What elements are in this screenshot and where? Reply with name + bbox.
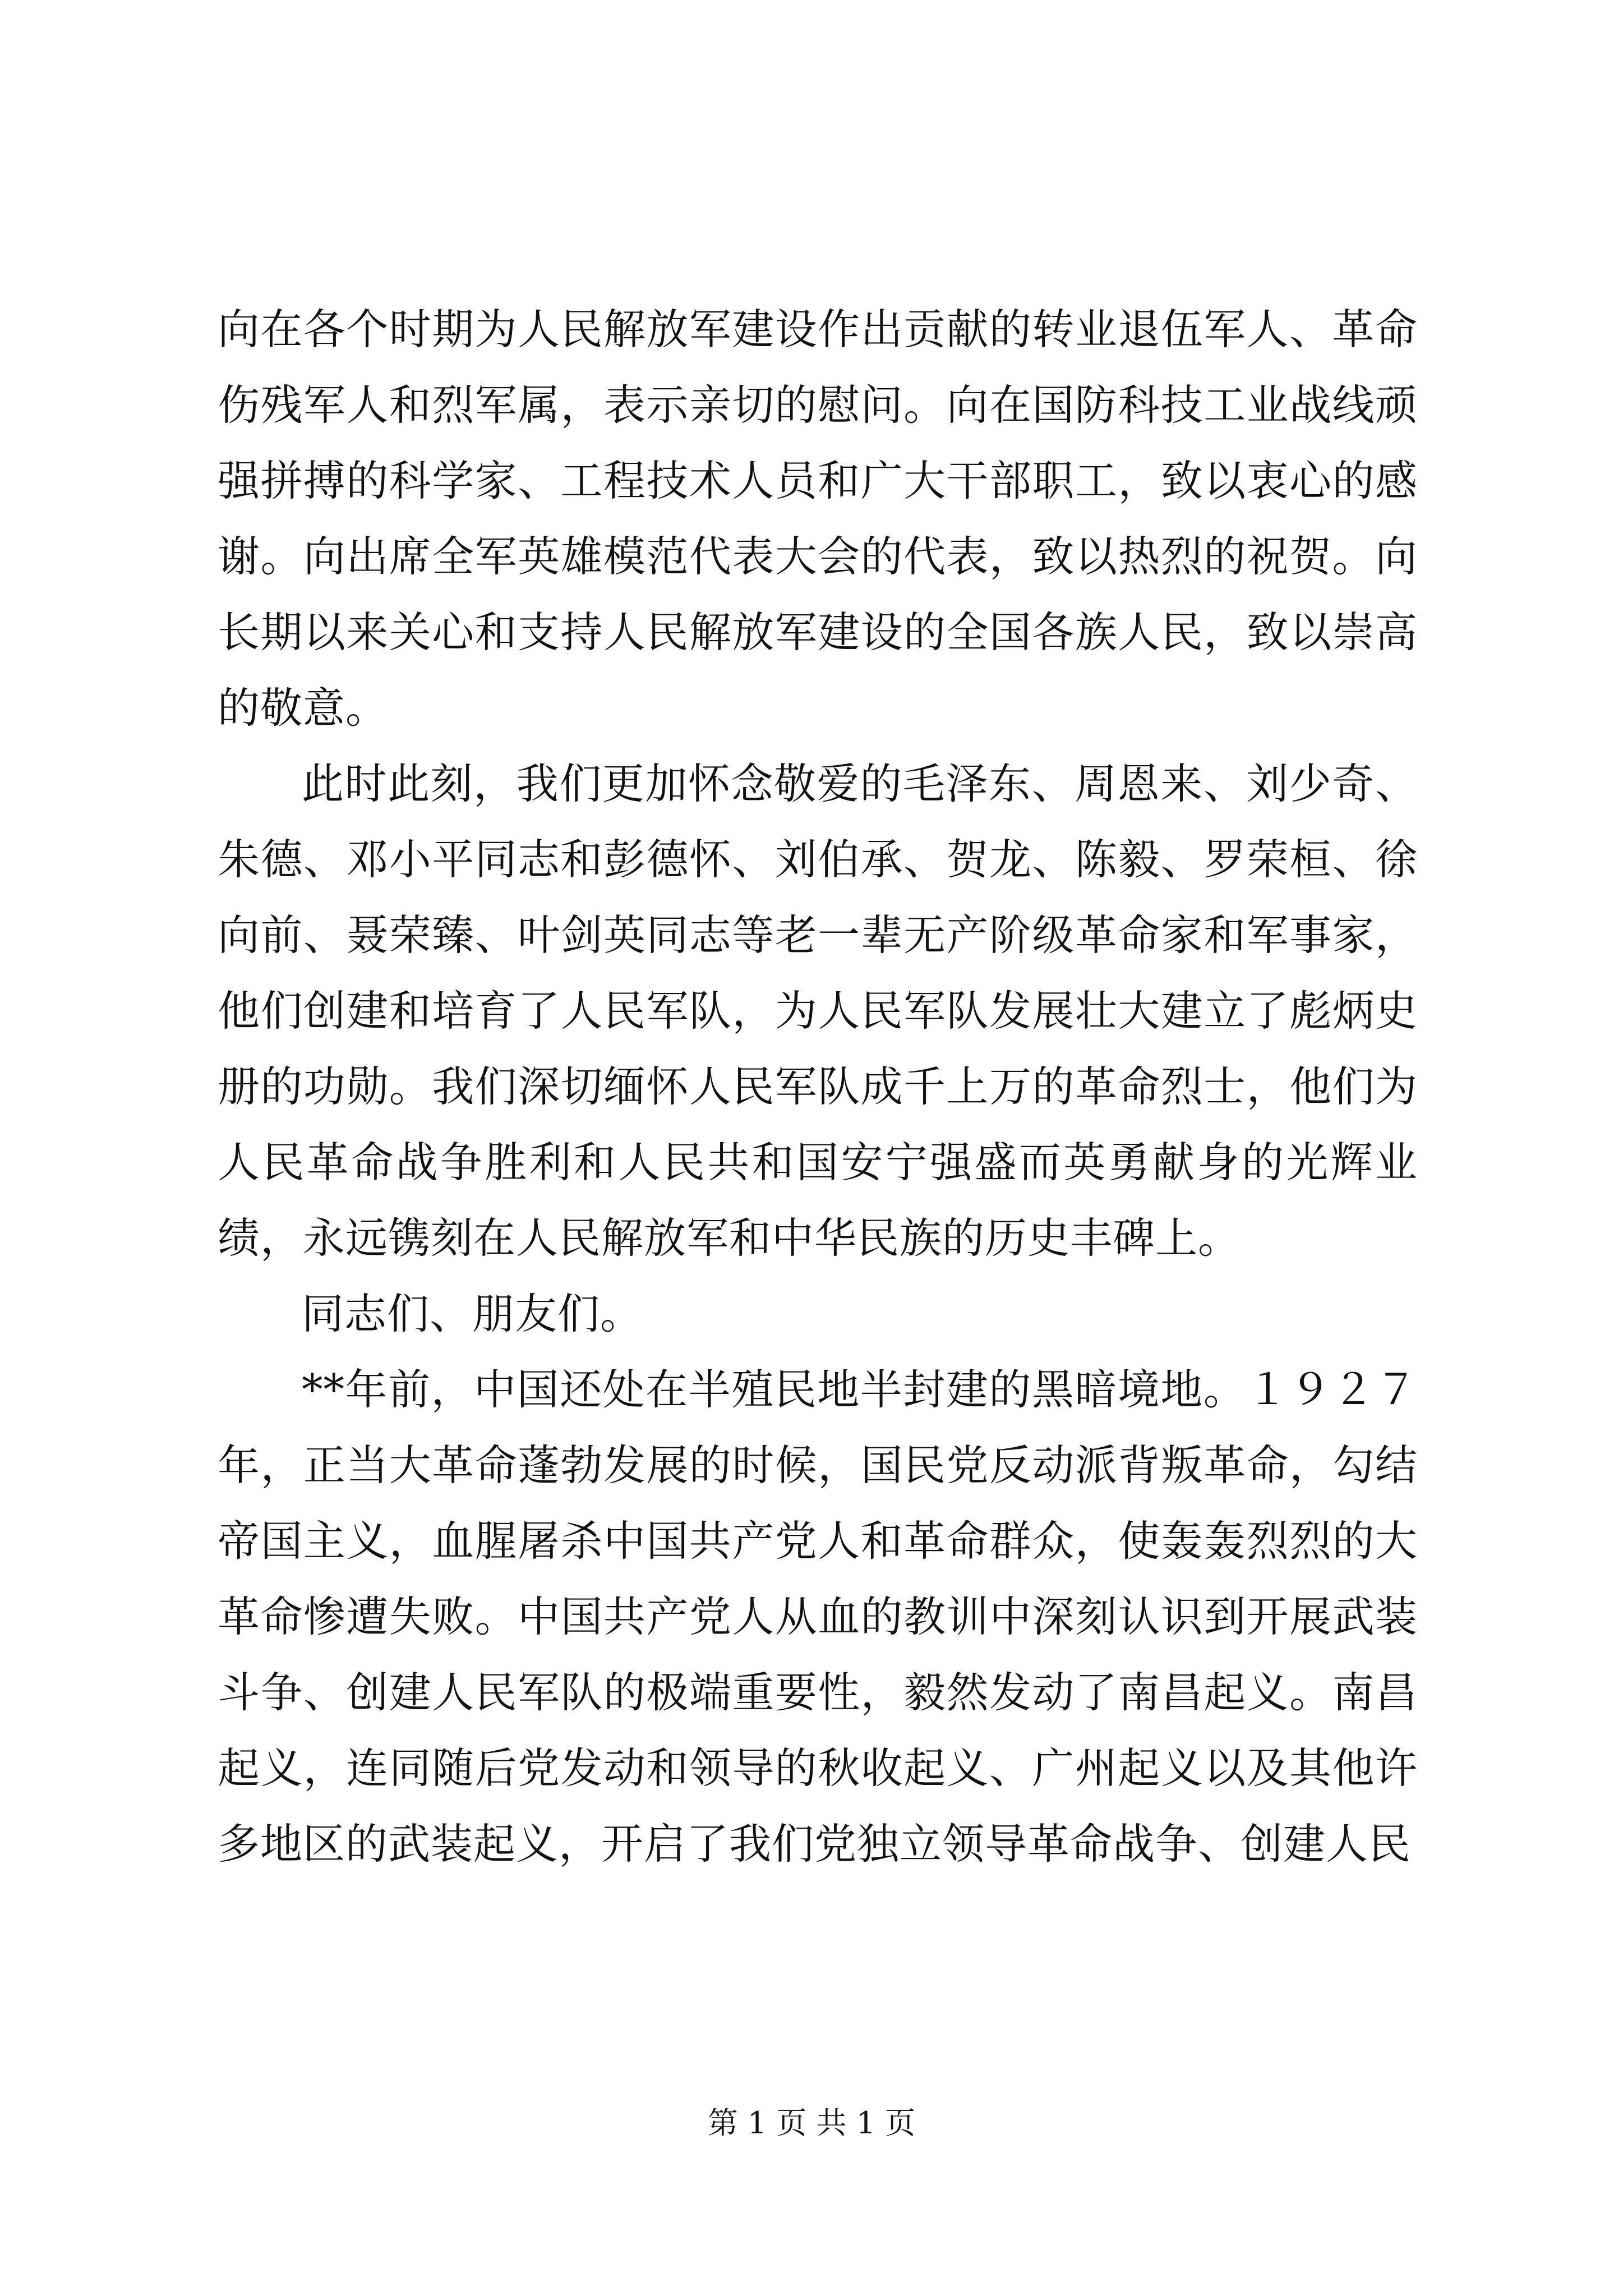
body-text (218, 292, 1418, 1882)
paragraph-history: **年前，中国还处在半殖民地半封建的黑暗境地。１９２７年，正当大革命蓬勃发展的时候，国民党反动派背叛革命，勾结帝国主义，血腥屠杀中国共产党人和革命群众，使轰轰烈烈的大革命惨遭失败。中国共产党人从血的教训中深刻认识到开展武装斗争、创建人民军队的极端重要性，毅然发动了南昌起义。南昌起义，连同随后党发动和领导的秋收起义、广州起义以及其他许多地区的武装起义，开启了我们党独立领导革命战争、创建人民 (218, 1365, 1418, 1869)
paragraph-greetings: 向在各个时期为人民解放军建设作出贡献的转业退伍军人、革命伤残军人和烈军属，表示亲切的慰问。向在国防科技工业战线顽强拼搏的科学家、工程技术人员和广大干部职工，致以衷心的感谢。向出席全军英雄模范代表大会的代表，致以热烈的祝贺。向长期以来关心和支持人民解放军建设的全国各族人民，致以崇高的敬意。 (218, 305, 1418, 733)
paragraph-salutation: 同志们、朋友们。 (302, 1289, 643, 1338)
paragraph-remembrance: 此时此刻，我们更加怀念敬爱的毛泽东、周恩来、刘少奇、朱德、邓小平同志和彭德怀、刘伯承、贺龙、陈毅、罗荣桓、徐向前、聂荣臻、叶剑英同志等老一辈无产阶级革命家和军事家，他们创建和培育了人民军队，为人民军队发展壮大建立了彪炳史册的功勋。我们深切缅怀人民军队成千上万的革命烈士，他们为人民革命战争胜利和人民共和国安宁强盛而英勇献身的光辉业绩，永远镌刻在人民解放军和中华民族的历史丰碑上。 (218, 759, 1418, 1263)
page-footer: 第 1 页 共 1 页 (707, 2105, 916, 2141)
